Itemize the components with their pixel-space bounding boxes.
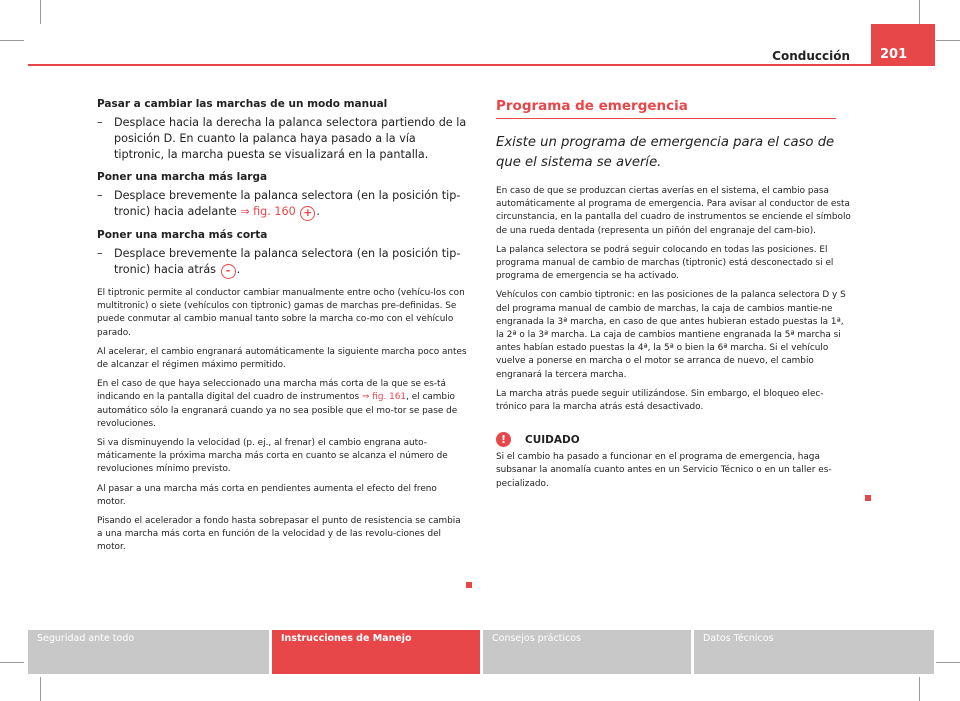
- tab-seguridad[interactable]: Seguridad ante todo: [28, 630, 269, 674]
- plus-key-icon: +: [300, 206, 315, 221]
- step-item: [97, 115, 467, 163]
- para-text: En el caso de que haya seleccionado una marcha más corta de la que se es-tá indicando en la pantalla digital del cuadro de instrumentos: [97, 379, 446, 403]
- step-item: [97, 246, 467, 279]
- caution-header: [496, 432, 854, 447]
- step-dash: –: [97, 247, 103, 260]
- subheading-manual: Pasar a cambiar las marchas de un modo manual: [97, 98, 388, 110]
- figure-link-160[interactable]: ⇒ fig. 160: [240, 205, 296, 218]
- header-rule: [28, 64, 934, 66]
- crop-mark: [919, 0, 920, 24]
- lead-text: Existe un programa de emergencia para el caso de que el sistema se averíe.: [496, 135, 835, 170]
- subheading-shorter: Poner una marcha más corta: [97, 229, 268, 241]
- section-title: Programa de emergencia: [496, 98, 688, 114]
- step-dash: –: [97, 116, 103, 129]
- body-paragraph: Vehículos con cambio tiptronic: en las posiciones de la palanca selectora D y S del programa manual de cambio de marchas, la caja de cambios mantie-ne engranada la 3ª marcha, en caso de que antes hubieran estado puestas la 1ª, la 2ª o la 3ª marcha. La caja de cambios mantiene engranada la 5ª marcha si antes habían estado puestas la 4ª, la 5ª o bien la 6ª marcha. Si el vehículo vuelve a ponerse en marcha o el motor se arranca de nuevo, el cambio engranará la tercera marcha.: [496, 290, 846, 380]
- crop-mark: [936, 662, 960, 663]
- chapter-title: Conducción: [772, 49, 850, 63]
- body-paragraph: Al acelerar, el cambio engranará automáticamente la siguiente marcha poco antes de alcanzar el régimen máximo permitido.: [97, 346, 467, 371]
- para-text: , el cambio automático sólo la engranará cuando ya no sea posible que el mo-tor se pase de revoluciones.: [97, 392, 458, 429]
- subheading-longer: Poner una marcha más larga: [97, 171, 268, 183]
- section-title-rule: [496, 118, 836, 119]
- left-column: [97, 98, 467, 561]
- step-text: Desplace brevemente la palanca selectora (en la posición tip-tronic) hacia adelante: [114, 189, 461, 218]
- caution-icon: !: [496, 432, 511, 447]
- right-column: [496, 98, 854, 497]
- section-end-marker: [466, 582, 472, 588]
- crop-mark: [40, 677, 41, 701]
- step-end: .: [316, 205, 320, 218]
- step-dash: –: [97, 189, 103, 202]
- step-text: Desplace hacia la derecha la palanca selectora partiendo de la posición D. En cuanto la palanca haya pasado a la vía tiptronic, la marcha puesta se visualizará en la pantalla.: [114, 116, 467, 161]
- step-text: Desplace brevemente la palanca selectora (en la posición tip-tronic) hacia atrás: [114, 247, 461, 276]
- body-paragraph: Pisando el acelerador a fondo hasta sobrepasar el punto de resistencia se cambia a una marcha más corta en función de la velocidad y de las revolu-ciones del motor.: [97, 516, 461, 553]
- crop-mark: [936, 40, 960, 41]
- body-paragraph: La marcha atrás puede seguir utilizándose. Sin embargo, el bloqueo elec-trónico para la marcha atrás está desactivado.: [496, 388, 824, 413]
- tab-consejos[interactable]: Consejos prácticos: [483, 630, 691, 674]
- minus-key-icon: -: [221, 264, 236, 279]
- figure-link-161[interactable]: ⇒ fig. 161: [362, 392, 407, 403]
- tab-datos-tecnicos[interactable]: Datos Técnicos: [694, 630, 934, 674]
- step-end: .: [236, 263, 241, 276]
- page-number: 201: [871, 24, 935, 66]
- tab-instrucciones[interactable]: Instrucciones de Manejo: [272, 630, 480, 674]
- crop-mark: [40, 0, 41, 24]
- crop-mark: [919, 677, 920, 701]
- section-end-marker: [865, 495, 871, 501]
- caution-text: Si el cambio ha pasado a funcionar en el programa de emergencia, haga subsanar la anomalía cuanto antes en un Servicio Técnico o en un taller es-pecializado.: [496, 452, 832, 489]
- step-text-wrap: [114, 188, 467, 221]
- footer-nav: [28, 630, 934, 674]
- body-paragraph: Al pasar a una marcha más corta en pendientes aumenta el efecto del freno motor.: [97, 483, 437, 507]
- crop-mark: [0, 662, 24, 663]
- crop-mark: [0, 40, 24, 41]
- body-paragraph: El tiptronic permite al conductor cambiar manualmente entre ocho (vehícu-los con multitronic) o siete (vehículos con tiptronic) gamas de marchas pre-definidas. Se puede conmutar al cambio manual tanto sobre la marcha co-mo con el vehículo parado.: [97, 288, 465, 338]
- body-paragraph: [97, 378, 467, 431]
- step-text-wrap: [114, 246, 467, 279]
- caution-title: CUIDADO: [525, 433, 580, 446]
- body-paragraph: La palanca selectora se podrá seguir colocando en todas las posiciones. El programa manual de cambio de marchas (tiptronic) está desconectado si el programa de emergencia se ha activado.: [496, 244, 834, 282]
- body-paragraph: En caso de que se produzcan ciertas averías en el sistema, el cambio pasa automáticamente al programa de emergencia. Para avisar al conductor de esta circunstancia, en la pantalla del cuadro de instrumentos se enciende el símbolo de una rueda dentada (representa un piñón del engranaje del cam-bio).: [496, 186, 851, 236]
- body-paragraph: Si va disminuyendo la velocidad (p. ej., al frenar) el cambio engrana auto-máticamente la próxima marcha más corta en cuanto se alcanza el número de revoluciones mínimo previsto.: [97, 438, 448, 475]
- step-item: [97, 188, 467, 221]
